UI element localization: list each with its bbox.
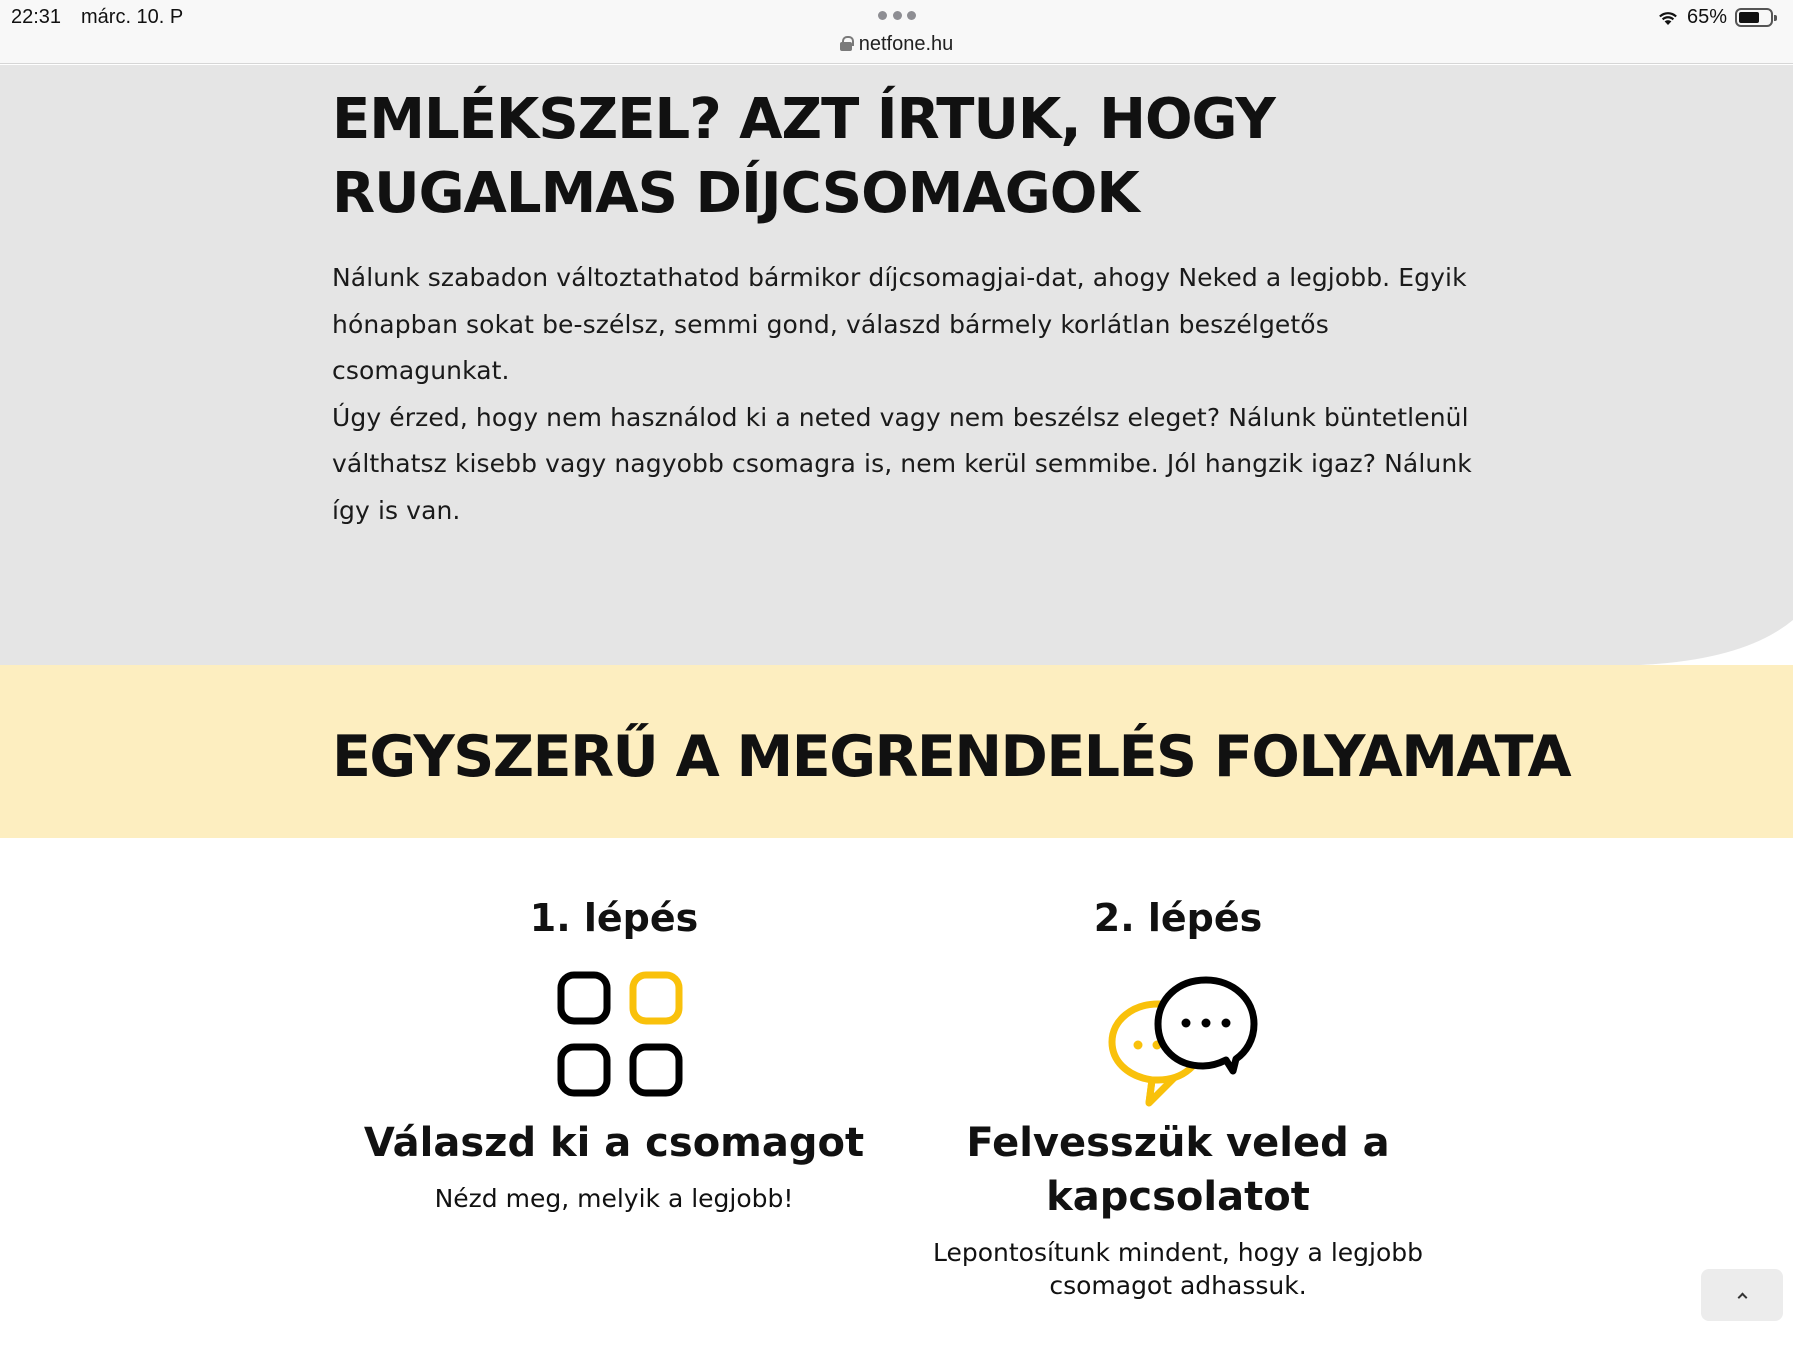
intro-section (0, 65, 1793, 665)
status-right (1657, 5, 1773, 29)
chat-bubbles-icon (1088, 958, 1268, 1108)
package-grid-icon (544, 958, 684, 1098)
step-1 (334, 888, 894, 1215)
step-2 (898, 888, 1458, 1302)
chevron-up-icon (1737, 1292, 1747, 1302)
intro-text (332, 255, 1482, 534)
wifi-icon (1657, 9, 1679, 26)
battery-level (1739, 12, 1759, 23)
step-1-icon-wrap (334, 958, 894, 1108)
step-2-description: Lepontosítunk mindent, hogy a legjobb csomagot adhassuk. (933, 1238, 1423, 1300)
intro-paragraph-2: Úgy érzed, hogy nem használod ki a neted vagy nem beszélsz eleget? Nálunk büntetlenül válthatsz kisebb vagy nagyobb csomagra is, nem kerül semmibe. Jól hangzik igaz? Nálunk így is van. (332, 402, 1472, 525)
address-bar[interactable] (0, 33, 1793, 56)
step-1-number: 1. lépés (529, 896, 699, 940)
lock-icon (840, 36, 852, 51)
battery-percent: 65% (1686, 5, 1727, 28)
intro-heading: EMLÉKSZEL? AZT ÍRTUK, HOGY RUGALMAS DÍJCSOMAGOK (332, 87, 1275, 226)
step-1-description: Nézd meg, melyik a legjobb! (434, 1184, 794, 1213)
browser-status-bar (0, 0, 1793, 64)
step-1-title: Válaszd ki a csomagot (363, 1120, 865, 1166)
more-dots-icon[interactable] (878, 9, 916, 21)
step-2-title: Felvesszük veled a kapcsolatot (966, 1120, 1390, 1220)
status-date: márc. 10. P (81, 6, 184, 28)
status-time: 22:31 (11, 6, 62, 28)
section-curve-decoration (1640, 570, 1793, 665)
step-2-icon-wrap (898, 958, 1458, 1108)
intro-paragraph-1: Nálunk szabadon változtathatod bármikor díjcsomagjai-dat, ahogy Neked a legjobb. Egyik hónapban sokat be-szélsz, semmi gond, válaszd bármely korlátlan beszélgetős csomagunkat. (332, 263, 1467, 385)
process-heading: EGYSZERŰ A MEGRENDELÉS FOLYAMATA (332, 724, 1571, 790)
process-banner (0, 665, 1793, 838)
step-2-number: 2. lépés (1093, 896, 1263, 940)
address-url: netfone.hu (858, 33, 954, 55)
battery-icon (1735, 8, 1773, 27)
scroll-to-top-button[interactable] (1701, 1269, 1783, 1321)
